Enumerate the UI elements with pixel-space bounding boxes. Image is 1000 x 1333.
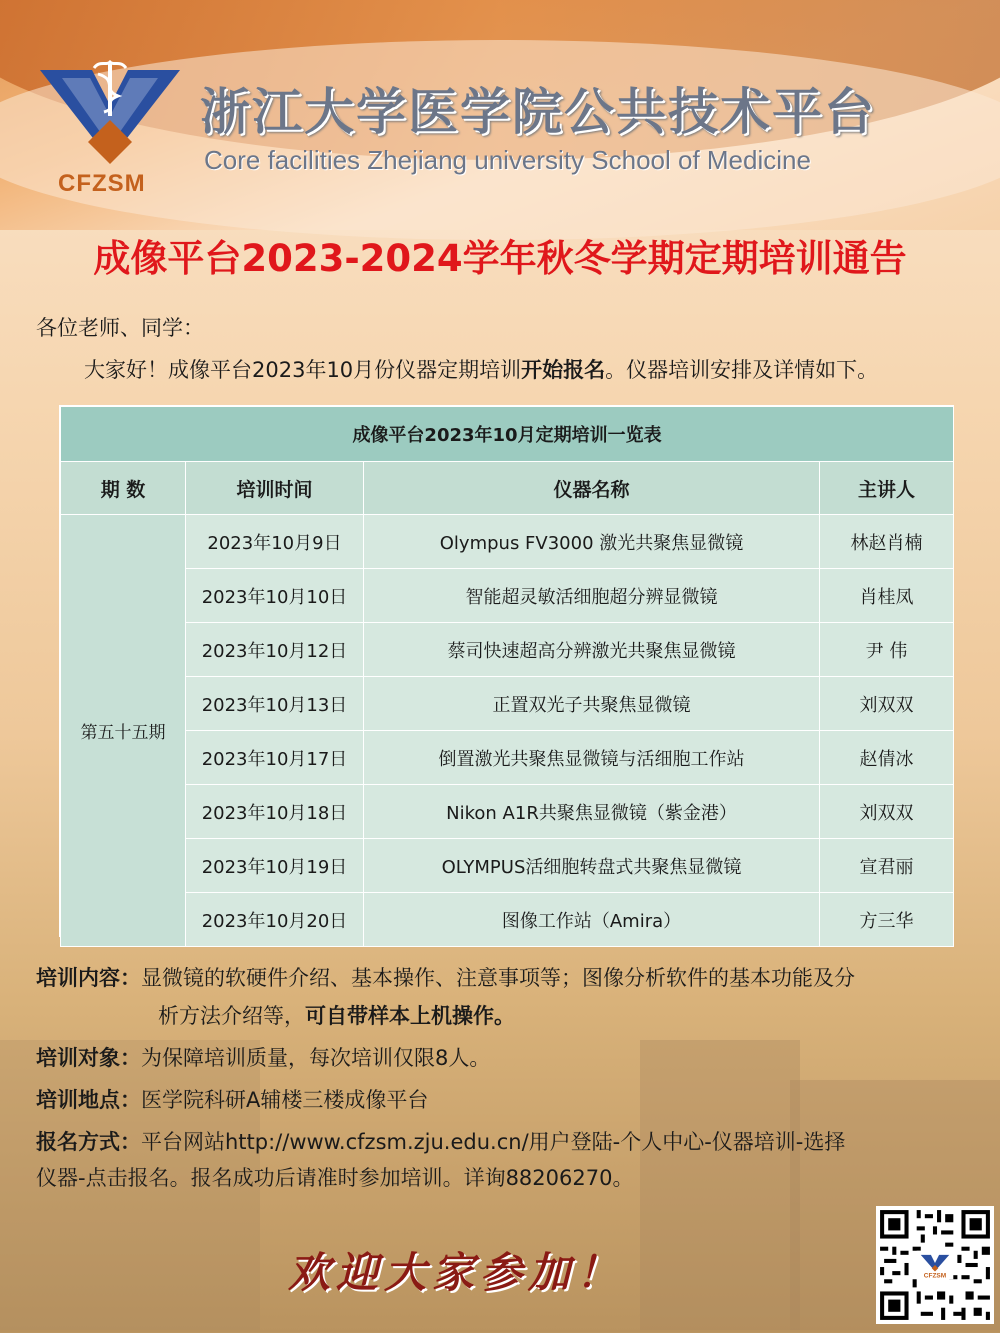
table-caption-row (61, 407, 954, 462)
date-cell: 2023年10月13日 (186, 677, 364, 731)
lecturer-cell: 尹 伟 (820, 623, 954, 677)
building-silhouette (640, 1040, 800, 1330)
lecturer-cell: 刘双双 (820, 785, 954, 839)
header-instrument: 仪器名称 (364, 462, 820, 515)
training-location (36, 1084, 428, 1114)
table-row (61, 515, 954, 569)
instrument-cell: 智能超灵敏活细胞超分辨显微镜 (364, 569, 820, 623)
location-text: 医学院科研A辅楼三楼成像平台 (141, 1088, 429, 1112)
table-row (61, 731, 954, 785)
intro-text-end: 。仪器培训安排及详情如下。 (605, 358, 879, 382)
instrument-cell: 正置双光子共聚焦显微镜 (364, 677, 820, 731)
signup-text-2: 仪器-点击报名。报名成功后请准时参加培训。详询88206270。 (36, 1166, 634, 1190)
content-text-2: 析方法介绍等， (158, 1004, 305, 1028)
instrument-cell: Nikon A1R共聚焦显微镜（紫金港） (364, 785, 820, 839)
date-cell: 2023年10月20日 (186, 893, 364, 947)
training-audience (36, 1042, 490, 1072)
date-cell: 2023年10月10日 (186, 569, 364, 623)
lecturer-cell: 肖桂凤 (820, 569, 954, 623)
signup-method (36, 1126, 845, 1156)
signup-method-cont (36, 1162, 633, 1192)
qr-label: CFZSM (923, 1272, 947, 1280)
table-caption: 成像平台2023年10月定期培训一览表 (61, 407, 954, 462)
lecturer-cell: 林赵肖楠 (820, 515, 954, 569)
table-row (61, 569, 954, 623)
location-label: 培训地点： (36, 1088, 141, 1112)
table-row (61, 785, 954, 839)
header-date: 培训时间 (186, 462, 364, 515)
qr-code-icon[interactable] (876, 1206, 994, 1324)
audience-text: 为保障培训质量，每次培训仅限8人。 (141, 1046, 491, 1070)
table-row (61, 893, 954, 947)
instrument-cell: 倒置激光共聚焦显微镜与活细胞工作站 (364, 731, 820, 785)
instrument-cell: 图像工作站（Amira） (364, 893, 820, 947)
signup-label: 报名方式： (36, 1130, 141, 1154)
intro-bold: 开始报名 (521, 358, 606, 382)
intro-text: 大家好！成像平台2023年10月份仪器定期培训 (84, 358, 522, 382)
page-title: 成像平台2023-2024学年秋冬学期定期培训通告 (93, 237, 907, 280)
greeting: 各位老师、同学： (36, 316, 204, 340)
org-name-en: Core facilities Zhejiang university School of Medicine (204, 145, 811, 175)
table-row (61, 839, 954, 893)
content-text: 显微镜的软硬件介绍、基本操作、注意事项等；图像分析软件的基本功能及分 (141, 966, 855, 990)
lecturer-cell: 宣君丽 (820, 839, 954, 893)
table-row (61, 623, 954, 677)
period-cell: 第五十五期 (61, 515, 186, 947)
date-cell: 2023年10月17日 (186, 731, 364, 785)
table-row (61, 677, 954, 731)
training-content (36, 962, 855, 992)
logo-text: CFZSM (58, 170, 146, 197)
header-period: 期 数 (61, 462, 186, 515)
content-text-bold: 可自带样本上机操作。 (305, 1004, 515, 1028)
instrument-cell: Olympus FV3000 激光共聚焦显微镜 (364, 515, 820, 569)
date-cell: 2023年10月9日 (186, 515, 364, 569)
lecturer-cell: 方三华 (820, 893, 954, 947)
lecturer-cell: 赵倩冰 (820, 731, 954, 785)
training-content-cont (158, 1000, 515, 1030)
instrument-cell: OLYMPUS活细胞转盘式共聚焦显微镜 (364, 839, 820, 893)
audience-label: 培训对象： (36, 1046, 141, 1070)
date-cell: 2023年10月12日 (186, 623, 364, 677)
header-lecturer: 主讲人 (820, 462, 954, 515)
intro-paragraph (84, 354, 878, 384)
training-table (59, 405, 954, 937)
date-cell: 2023年10月19日 (186, 839, 364, 893)
signup-text: 平台网站http://www.cfzsm.zju.edu.cn/用户登陆-个人中心-仪器培训-选择 (141, 1130, 846, 1154)
date-cell: 2023年10月18日 (186, 785, 364, 839)
table-header-row (61, 462, 954, 515)
content-label: 培训内容： (36, 966, 141, 990)
instrument-cell: 蔡司快速超高分辨激光共聚焦显微镜 (364, 623, 820, 677)
welcome-banner: 欢迎大家参加！ (288, 1248, 625, 1297)
lecturer-cell: 刘双双 (820, 677, 954, 731)
org-name-cn: 浙江大学医学院公共技术平台 (200, 83, 876, 141)
